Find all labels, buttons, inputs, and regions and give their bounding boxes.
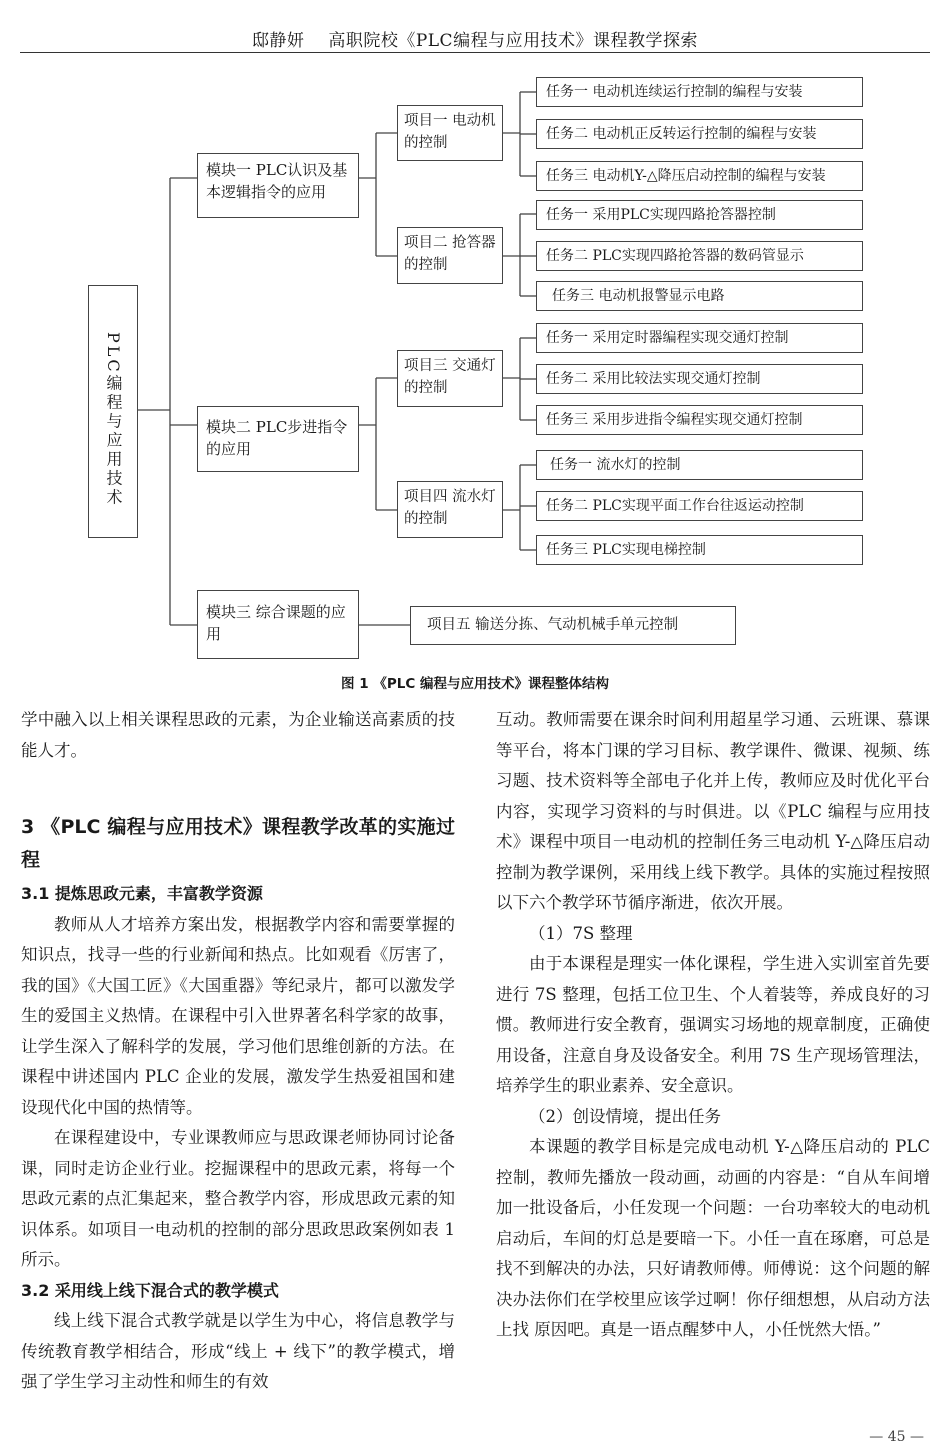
paragraph: 互动。教师需要在课余时间利用超星学习通、云班课、慕课等平台，将本门课的学习目标、教学课件、微课、视频、练习题、技术资料等全部电子化并上传，教师应及时优化平台内容，实现学习资料的与时俱进。以《PLC 编程与应用技术》课程中项目一电动机的控制任务三电动机 Y-△降压启动控制为教学课例，采用线上线下教学。具体的实施过程按照以下六个教学环节循序渐进，依次开展。 (496, 710, 930, 912)
diagram-task (536, 535, 863, 565)
running-header (0, 26, 950, 51)
page-number: — 45 — (869, 1429, 924, 1445)
diagram-task-label: 任务二 PLC实现平面工作台往返运动控制 (546, 498, 804, 514)
paragraph: 本课题的教学目标是完成电动机 Y-△降压启动的 PLC 控制，教师先播放一段动画，动画的内容是：“自从车间增加一批设备后，小任发现一个问题：一台功率较大的电动机启动后，车间的灯总是要暗一下。小任一直在琢磨，可总是找不到解决的办法，只好请教师傅。师傅说：这个问题的解决办法你们在学校里应该学过啊！你仔细想想，从启动方法上找 原因吧。真是一语点醒梦中人，小任恍然大悟。” (496, 1137, 930, 1339)
diagram-project-3 (397, 350, 503, 407)
section-heading: 3 《PLC 编程与应用技术》课程教学改革的实施过程 (21, 816, 455, 871)
paragraph: 学中融入以上相关课程思政的元素，为企业输送高素质的技能人才。 (21, 710, 455, 760)
diagram-task (536, 450, 863, 480)
diagram-task (536, 77, 863, 107)
numbered-step: （2）创设情境，提出任务 (529, 1106, 721, 1126)
left-column (21, 705, 455, 1398)
diagram-root (88, 285, 138, 538)
diagram-task (536, 364, 863, 394)
diagram-task (536, 161, 863, 191)
diagram-task-label: 任务三 电动机报警显示电路 (552, 288, 725, 304)
diagram-project-label: 项目四 流水灯的控制 (404, 489, 496, 527)
diagram-task-label: 任务三 采用步进指令编程实现交通灯控制 (546, 412, 803, 428)
diagram-task-label: 任务二 采用比较法实现交通灯控制 (546, 371, 761, 387)
diagram-task (536, 281, 863, 311)
subsection-heading: 3.2 采用线上线下混合式的教学模式 (21, 1280, 279, 1300)
subsection-heading: 3.1 提炼思政元素，丰富教学资源 (21, 884, 263, 903)
diagram-module-label: 模块一 PLC认识及基本逻辑指令的应用 (206, 161, 348, 201)
diagram-task (536, 405, 863, 435)
figure-caption: 图 1 《PLC 编程与应用技术》课程整体结构 (341, 676, 609, 692)
diagram-project-5 (410, 606, 736, 645)
paragraph: 在课程建设中，专业课教师应与思政课老师协同讨论备课，同时走访企业行业。挖掘课程中的思政元素，将每一个思政元素的点汇集起来，整合教学内容，形成思政元素的知识体系。如项目一电动机的控制的部分思政思政案例如表 1 所示。 (21, 1128, 455, 1269)
diagram-task-label: 任务三 PLC实现电梯控制 (546, 542, 706, 558)
diagram-task-label: 任务二 电动机正反转运行控制的编程与安装 (546, 126, 817, 142)
diagram-task (536, 200, 863, 230)
diagram-task-label: 任务二 PLC实现四路抢答器的数码管显示 (546, 248, 804, 264)
diagram-module-3 (197, 590, 359, 659)
paragraph: 线上线下混合式教学就是以学生为中心，将信息教学与传统教育教学相结合，形成“线上 + 线下”的教学模式，增强了学生学习主动性和师生的有效 (21, 1311, 455, 1391)
diagram-module-2 (197, 406, 359, 472)
diagram-project-4 (397, 481, 503, 538)
diagram-task-label: 任务三 电动机Y-△降压启动控制的编程与安装 (546, 168, 826, 184)
diagram-root-label: PLC编程与应用技术 (104, 332, 123, 508)
header-title: 高职院校《PLC编程与应用技术》课程教学探索 (328, 31, 699, 51)
diagram-project-1 (397, 105, 503, 161)
diagram-task-label: 任务一 采用定时器编程实现交通灯控制 (546, 330, 789, 346)
header-rule (20, 52, 930, 53)
diagram-task-label: 任务一 流水灯的控制 (550, 457, 681, 473)
diagram-module-label: 模块三 综合课题的应用 (206, 603, 346, 643)
diagram-module-1 (197, 153, 359, 218)
diagram-task (536, 241, 863, 271)
paragraph: 教师从人才培养方案出发，根据教学内容和需要掌握的知识点，找寻一些的行业新闻和热点。比如观看《厉害了，我的国》《大国工匠》《大国重器》等纪录片，都可以激发学生的爱国主义热情。在课程中引入世界著名科学家的故事，让学生深入了解科学的发展，学习他们思维创新的方法。在课程中讲述国内 PLC 企业的发展，激发学生热爱祖国和建设现代化中国的热情等。 (21, 914, 455, 1117)
diagram-project-2 (397, 227, 503, 284)
right-column (496, 705, 930, 1346)
diagram-task (536, 491, 863, 521)
diagram-task-label: 任务一 电动机连续运行控制的编程与安装 (546, 84, 803, 100)
diagram-task (536, 323, 863, 353)
diagram-project-label: 项目二 抢答器的控制 (404, 235, 496, 273)
diagram-task-label: 任务一 采用PLC实现四路抢答器控制 (546, 207, 776, 223)
paragraph: 由于本课程是理实一体化课程，学生进入实训室首先要进行 7S 整理，包括工位卫生、个人着装等，养成良好的习惯。教师进行安全教育，强调实习场地的规章制度，正确使用设备，注意自身及设备安全。利用 7S 生产现场管理法，培养学生的职业素养、安全意识。 (496, 954, 930, 1095)
header-author: 邸静妍 (251, 31, 305, 51)
diagram-project-label: 项目一 电动机的控制 (404, 113, 496, 151)
diagram-project-label: 项目三 交通灯的控制 (404, 358, 496, 396)
diagram-task (536, 119, 863, 149)
diagram-module-label: 模块二 PLC步进指令的应用 (206, 418, 348, 458)
diagram-project-label: 项目五 输送分拣、气动机械手单元控制 (427, 617, 679, 633)
numbered-step: （1）7S 整理 (529, 923, 633, 943)
